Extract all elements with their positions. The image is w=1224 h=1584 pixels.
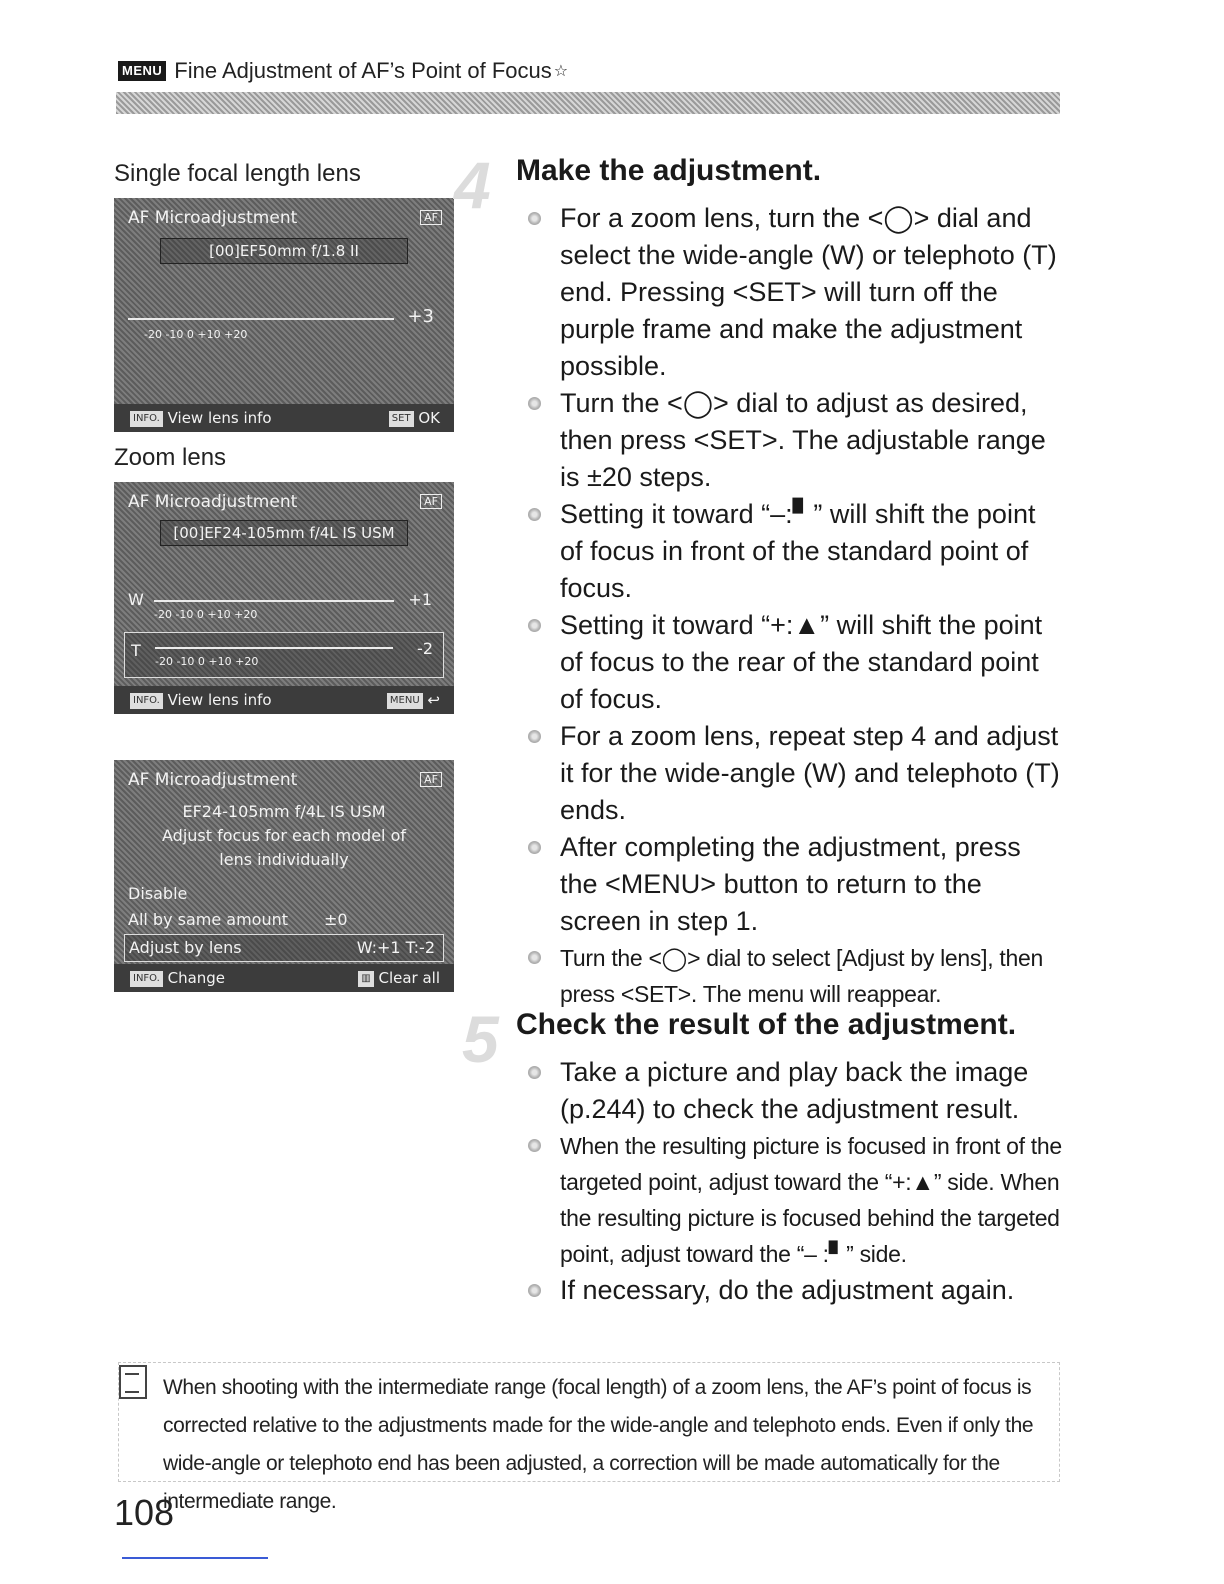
zoom-lens-caption: Zoom lens [114, 444, 227, 471]
scale-ticks: -20 -10 0 +10 +20 [144, 328, 248, 341]
option-disable: Disable [128, 884, 188, 903]
adjust-value: +3 [407, 306, 434, 327]
memo-icon [119, 1365, 147, 1399]
tele-scale [155, 647, 393, 649]
af-tag: AF [420, 772, 442, 787]
screen-title: AF Microadjustment [128, 770, 298, 790]
footer-left-label: View lens info [167, 409, 272, 427]
footer-right-label: OK [418, 409, 440, 427]
page-number: 108 [114, 1492, 175, 1533]
lens-name: [00]EF50mm f/1.8 II [160, 238, 408, 264]
info-button-icon: INFO. [130, 411, 163, 427]
step-5-bullet-2: When the resulting picture is focused in front of the targeted point, adjust toward the “+:▲” side. When the resulting picture is focused behind the targeted point, adjust toward the “– :▘” side. [522, 1128, 1062, 1272]
same-amount-value: ±0 [324, 910, 348, 929]
star-icon: ☆ [553, 63, 569, 80]
tele-value: -2 [417, 639, 433, 658]
screen-footer [114, 964, 454, 992]
page-title: Fine Adjustment of AF’s Point of Focus [174, 58, 552, 83]
step-4-bullet-1: For a zoom lens, turn the <◯> dial and select the wide-angle (W) or telephoto (T) end. Pressing <SET> will turn off the purple frame and make the adjustment possible. [522, 200, 1062, 385]
footer-right-label: Clear all [378, 969, 440, 987]
step-5-bullets [522, 1054, 1062, 1309]
option-adjust-by-lens-selected [124, 934, 444, 962]
scale-ticks: -20 -10 0 +10 +20 [154, 608, 258, 621]
tele-row-frame [124, 632, 444, 678]
footer-left-label: View lens info [167, 691, 272, 709]
lens-name: [00]EF24-105mm f/4L IS USM [160, 520, 408, 546]
menu-description: Adjust focus for each model of [162, 826, 406, 845]
screen-title: AF Microadjustment [128, 208, 298, 228]
single-lens-caption: Single focal length lens [114, 160, 361, 187]
screen-title: AF Microadjustment [128, 492, 298, 512]
bottom-rule [122, 1557, 268, 1559]
page-header [118, 54, 568, 88]
step-4-bullet-4: Setting it toward “+:▲” will shift the point of focus to the rear of the standard point of focus. [522, 607, 1062, 718]
screen-af-menu [114, 760, 454, 992]
header-hatch-bar [116, 92, 1060, 114]
menu-icon: MENU [118, 61, 166, 81]
step-4-bullet-6: After completing the adjustment, press the <MENU> button to return to the screen in step 1. [522, 829, 1062, 940]
screen-single-lens [114, 198, 454, 432]
step-4-bullet-5: For a zoom lens, repeat step 4 and adjust it for the wide-angle (W) and telephoto (T) ends. [522, 718, 1062, 829]
step-5-bullet-3: If necessary, do the adjustment again. [522, 1272, 1062, 1309]
af-tag: AF [420, 210, 442, 225]
info-button-icon: INFO. [130, 693, 163, 709]
note-box [118, 1362, 1060, 1513]
step-4-title: Make the adjustment. [516, 154, 822, 187]
tele-label: T [131, 641, 141, 660]
lens-name: EF24-105mm f/4L IS USM [182, 802, 386, 821]
wide-value: +1 [408, 590, 432, 609]
info-button-icon: INFO. [130, 971, 163, 987]
note-text: When shooting with the intermediate range (focal length) of a zoom lens, the AF’s point of focus is corrected relative to the adjustments made for the wide-angle and telephoto ends. Even if only the wide-angle or telephoto end has been adjusted, a correction will be made automatically for the intermediate range. [163, 1376, 1034, 1513]
step-5-title: Check the result of the adjustment. [516, 1008, 1017, 1041]
step-4-bullet-2: Turn the <◯> dial to adjust as desired, then press <SET>. The adjustable range is ±20 steps. [522, 385, 1062, 496]
screen-zoom-lens [114, 482, 454, 714]
scale-ticks: -20 -10 0 +10 +20 [155, 655, 259, 668]
af-tag: AF [420, 494, 442, 509]
step-4-bullets [522, 200, 1062, 1012]
adjust-scale [128, 318, 394, 320]
step-number-4: 4 [454, 148, 491, 222]
step-4-bullet-3: Setting it toward “–:▘” will shift the point of focus in front of the standard point of focus. [522, 496, 1062, 607]
menu-button-icon: MENU [387, 693, 423, 709]
option-adjust-by-lens: Adjust by lens [129, 938, 242, 957]
screen-footer [114, 686, 454, 714]
wide-label: W [128, 590, 144, 609]
return-icon: ↩ [427, 691, 440, 709]
menu-description-2: lens individually [219, 850, 349, 869]
trash-icon: ▥ [358, 971, 373, 987]
wide-scale [154, 600, 394, 602]
step-number-5: 5 [462, 1002, 499, 1076]
set-button-icon: SET [389, 411, 414, 427]
step-5-bullet-1: Take a picture and play back the image (p.244) to check the adjustment result. [522, 1054, 1062, 1128]
screen-footer [114, 404, 454, 432]
adjust-by-lens-value: W:+1 T:-2 [356, 938, 435, 957]
step-4-bullet-7: Turn the <◯> dial to select [Adjust by lens], then press <SET>. The menu will reappear. [522, 940, 1062, 1012]
option-same-amount: All by same amount [128, 910, 289, 929]
footer-left-label: Change [167, 969, 226, 987]
